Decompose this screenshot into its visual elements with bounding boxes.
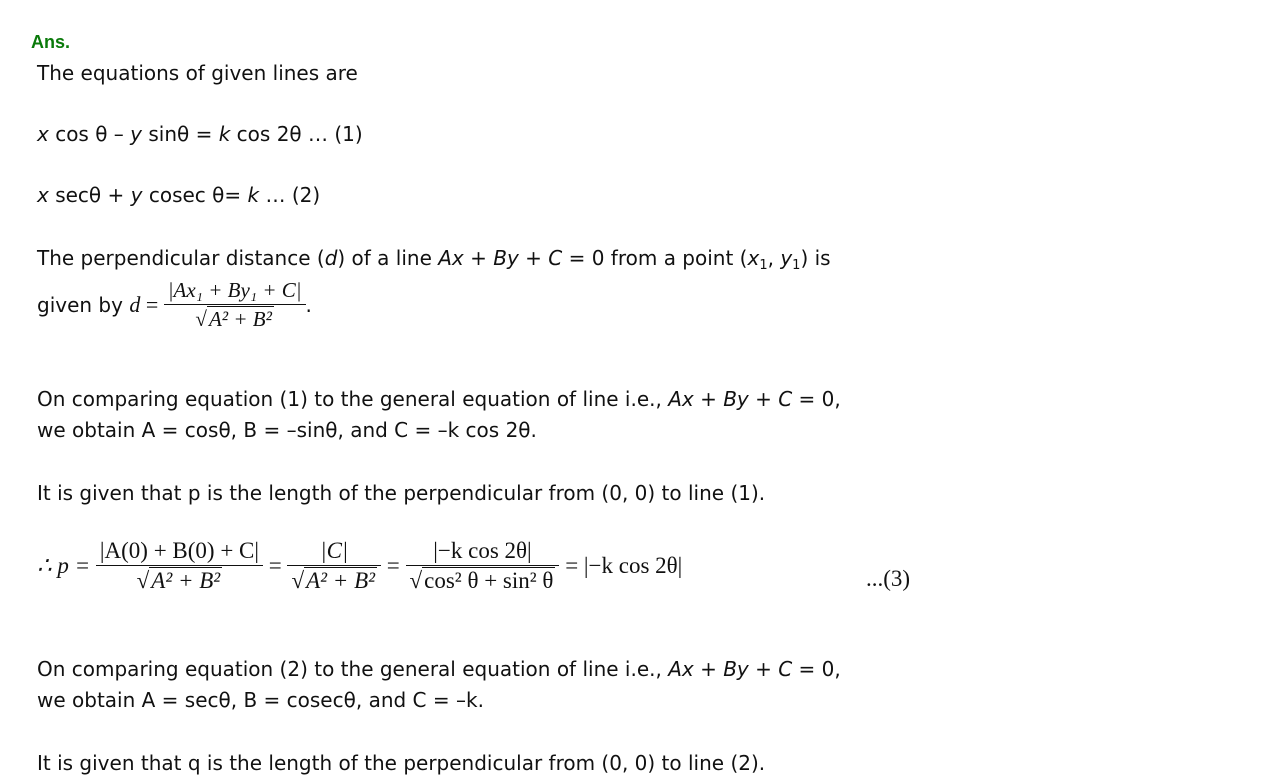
- p-radicand-2: A² + B²: [306, 568, 376, 593]
- distance-formula-line: [37, 278, 312, 332]
- p-numerator-1: |A(0) + B(0) + C|: [96, 538, 263, 566]
- eq1-part-c: cos 2θ … (1): [230, 122, 363, 146]
- cmp2-text-a: On comparing equation (2) to the general equation of line i.e.,: [37, 657, 669, 681]
- cmp1-expr: Ax + By + C: [668, 387, 793, 411]
- given-q-line: It is given that q is the length of the perpendicular from (0, 0) to line (2).: [37, 751, 766, 775]
- p-equals-2: =: [263, 553, 288, 578]
- eq2-y: y: [130, 183, 143, 207]
- perp-x: x: [747, 246, 760, 270]
- comparing-line-2: [37, 657, 841, 681]
- cmp1-text-c: = 0,: [792, 387, 841, 411]
- equation-1: [37, 122, 363, 146]
- p-fraction-2: [287, 538, 381, 594]
- distance-radicand: A² + B²: [208, 307, 272, 331]
- perp-d: d: [324, 246, 338, 270]
- perp-text-d: ) is: [800, 246, 831, 270]
- given-by-text: given by: [37, 293, 130, 317]
- perp-comma: ,: [767, 246, 781, 270]
- intro-line: The equations of given lines are: [37, 61, 358, 85]
- comparing-line-1: [37, 387, 841, 411]
- p-fraction-3: [406, 538, 560, 594]
- eq1-part-a: cos θ –: [48, 122, 131, 146]
- eq2-part-a: secθ +: [48, 183, 131, 207]
- perp-sub-2: 1: [792, 258, 801, 273]
- answer-label: Ans.: [31, 32, 71, 52]
- eq2-k: k: [247, 183, 260, 207]
- eq1-y: y: [130, 122, 143, 146]
- obtain-line-2: we obtain A = secθ, B = cosecθ, and C = –k.: [37, 688, 484, 712]
- perp-sub-1: 1: [759, 258, 768, 273]
- eq2-x: x: [37, 183, 49, 207]
- distance-denominator: √A² + B²: [195, 307, 272, 331]
- p-denominator-2: √A² + B²: [291, 568, 376, 593]
- perp-line-expr: Ax + By + C: [438, 246, 563, 270]
- perpendicular-distance-line: [37, 246, 831, 273]
- p-fraction-1: [96, 538, 263, 594]
- obtain-line-1: we obtain A = cosθ, B = –sinθ, and C = –k cos 2θ.: [37, 418, 537, 442]
- eq1-x: x: [37, 122, 49, 146]
- perp-text-a: The perpendicular distance (: [37, 246, 325, 270]
- equation-2: [37, 183, 320, 207]
- p-numerator-3: |−k cos 2θ|: [406, 538, 560, 566]
- cmp2-expr: Ax + By + C: [668, 657, 793, 681]
- equation-tag-3: ...(3): [866, 566, 911, 591]
- perp-text-b: ) of a line: [337, 246, 439, 270]
- p-denominator-3: √cos² θ + sin² θ: [409, 568, 554, 593]
- distance-numerator: |Ax₁ + By₁ + C|: [164, 278, 306, 305]
- p-numerator-2: |C|: [287, 538, 381, 566]
- given-d: d: [129, 292, 141, 317]
- eq2-part-c: … (2): [259, 183, 321, 207]
- cmp1-text-a: On comparing equation (1) to the general equation of line i.e.,: [37, 387, 669, 411]
- p-radicand-1: A² + B²: [151, 568, 221, 593]
- given-period: .: [305, 293, 312, 317]
- eq1-k: k: [218, 122, 231, 146]
- perp-y: y: [780, 246, 793, 270]
- eq1-part-b: sinθ =: [142, 122, 219, 146]
- p-radicand-3: cos² θ + sin² θ: [424, 568, 554, 593]
- given-p-line: It is given that p is the length of the perpendicular from (0, 0) to line (1).: [37, 481, 766, 505]
- given-equals: =: [140, 292, 164, 317]
- p-lhs: ∴ p =: [37, 553, 96, 578]
- distance-fraction: [164, 278, 306, 332]
- p-denominator-1: √A² + B²: [136, 568, 221, 593]
- p-result: = |−k cos 2θ|: [559, 553, 683, 578]
- perp-text-c: = 0 from a point (: [562, 246, 748, 270]
- cmp2-text-c: = 0,: [792, 657, 841, 681]
- p-equals-3: =: [381, 553, 406, 578]
- p-derivation: [37, 538, 682, 594]
- eq2-part-b: cosec θ=: [142, 183, 248, 207]
